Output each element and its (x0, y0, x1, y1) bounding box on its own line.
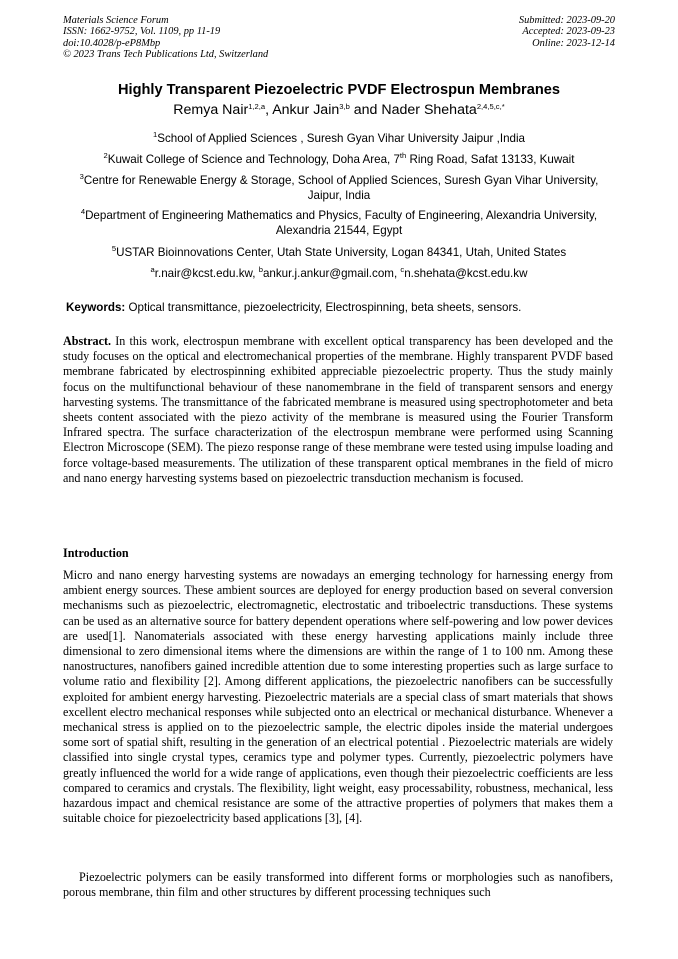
introduction-paragraph-2: Piezoelectric polymers can be easily transformed into different forms or morphologies such as nanofibers, porous membrane, thin film and other structures by different processing techniques such (63, 870, 613, 900)
author-affiliation-marker: 1,2,a (248, 102, 266, 111)
online-date: Online: 2023-12-14 (532, 37, 615, 49)
paper-title: Highly Transparent Piezoelectric PVDF Electrospun Membranes (118, 82, 560, 98)
affiliation-1 (70, 131, 608, 146)
author-name: Remya Nair (173, 102, 249, 118)
email-separator: , (252, 267, 259, 280)
journal-issn: ISSN: 1662-9752, Vol. 1109, pp 11-19 (63, 26, 221, 38)
email-address[interactable]: n.shehata@kcst.edu.kw (404, 267, 528, 280)
abstract-text: In this work, electrospun membrane with excellent optical transparency has been developed and the study focuses on the optical and electromechanical properties of the membrane. Highly transparent PVDF based membrane fabricated by electrospinning exhibited appreciable piezoelectric property. Thus the study mainly focus on the multifunctional behaviour of these nanomembrane in the field of transparent sensors and energy harvesting systems. The transmittance of the fabricated membrane is measured using spectrophotometer and beta sheets content associated with the piezo activity of the membrane is measured using the Fourier Transform Infrared spectra. The surface characterization of the electrospun membrane were performed using Scanning Electron Microscope (SEM). The piezo response range of these membrane were tested using impulse loading and force voltage-based measurements. The utilization of these transparent optical membranes in the field of micro and nano energy harvesting systems based on piezoelectric transduction mechanism is focused. (63, 334, 613, 485)
accepted-date: Accepted: 2023-09-23 (522, 26, 615, 38)
affiliation-3 (70, 173, 608, 203)
author-separator: , (265, 102, 273, 118)
journal-doi: doi:10.4028/p-eP8Mbp (63, 37, 161, 49)
affiliation-text: School of Applied Sciences , Suresh Gyan Vihar University Jaipur ,India (157, 132, 525, 145)
affiliation-marker: 1 (153, 130, 158, 139)
introduction-paragraph-1: Micro and nano energy harvesting systems are nowadays an emerging technology for harnessing energy from ambient energy sources. These ambient sources are deployed for energy production based on several conversion mechanisms such as piezoelectric, electromagnetic, electrostatic and triboelectric transductions. These systems can be used as an alternative source for battery dependent operations where self-powering and low power devices are used[1]. Nanomaterials associated with these energy harvesting applications mainly include three dimensional to zero dimensional items where the dimensions are within the range of 1 to 100 nm. Among these nanostructures, nanofibers gained incredible attention due to some interesting properties such as large surface to volume ratio and flexibility [2]. Among different applications, the piezoelectric nanofibers can be successfully exploited for ambient energy harvesting. Piezoelectric materials are a special class of smart materials that shows excellent electro mechanical responses while subjected onto an electrical or mechanical disturbance. Whenever a mechanical stress is applied on to the piezoelectric sample, the electric dipoles inside the material undergoes some sort of spatial shift, resulting in the generation of an electrical potential . Piezoelectric materials are widely classified into single crystal types, ceramics type and polymer types. Currently, piezoelectric polymers have greatly influenced the world for a wide range of applications, even though their piezoelectric coefficients are less compared to ceramics and crystals. The flexibility, light weight, easy processability, robustness, mechanical, less hazardous impact and chemical resistance are some of the attractive properties of polymers that makes them a suitable choice for piezoelectricity based applications [3], [4]. (63, 568, 613, 826)
affiliation-text: Kuwait College of Science and Technology, Doha Area, 7 (107, 153, 400, 166)
affiliation-2 (70, 152, 608, 167)
affiliation-4 (70, 208, 608, 238)
keywords-text: Optical transmittance, piezoelectricity, Electrospinning, beta sheets, sensors. (125, 301, 522, 314)
abstract-label: Abstract. (63, 334, 112, 348)
affiliation-marker: 2 (103, 151, 108, 160)
author-affiliation-marker: 3,b (339, 102, 350, 111)
affiliation-marker: 5 (111, 244, 117, 253)
ordinal-suffix: th (399, 151, 407, 160)
email-marker: a (150, 265, 155, 274)
affiliation-text: Department of Engineering Mathematics and Physics, Faculty of Engineering, Alexandria University, Alexandria 21544, Egypt (85, 209, 598, 237)
affiliation-text: USTAR Bioinnovations Center, Utah State University, Logan 84341, Utah, United States (116, 246, 567, 259)
affiliation-marker: 4 (80, 207, 86, 216)
email-marker: b (258, 265, 263, 274)
submitted-date: Submitted: 2023-09-20 (518, 15, 615, 26)
introduction-heading: Introduction (63, 546, 129, 560)
author-separator: and (349, 102, 382, 118)
keywords-label: Keywords: (66, 301, 126, 314)
copyright-line: © 2023 Trans Tech Publications Ltd, Switzerland (63, 49, 269, 61)
author-name: Ankur Jain (272, 102, 340, 118)
email-address[interactable]: ankur.j.ankur@gmail.com (262, 267, 394, 280)
affiliation-5 (70, 245, 608, 260)
journal-header (63, 15, 268, 61)
email-separator: , (393, 267, 401, 280)
author-list (0, 101, 678, 119)
author-affiliation-marker: 2,4,5,c,* (476, 102, 505, 111)
email-marker: c (400, 265, 405, 274)
journal-name: Materials Science Forum (63, 15, 169, 26)
email-address[interactable]: r.nair@kcst.edu.kw (154, 267, 253, 280)
keywords-line (66, 300, 521, 315)
dates-header (519, 15, 615, 49)
abstract-paragraph (63, 334, 613, 486)
affiliation-text: Centre for Renewable Energy & Storage, School of Applied Sciences, Suresh Gyan Vihar University, Jaipur, India (83, 174, 599, 202)
email-list (70, 266, 608, 281)
affiliation-text: Ring Road, Safat 13133, Kuwait (406, 153, 575, 166)
author-name: Nader Shehata (381, 102, 477, 118)
affiliation-marker: 3 (79, 172, 84, 181)
